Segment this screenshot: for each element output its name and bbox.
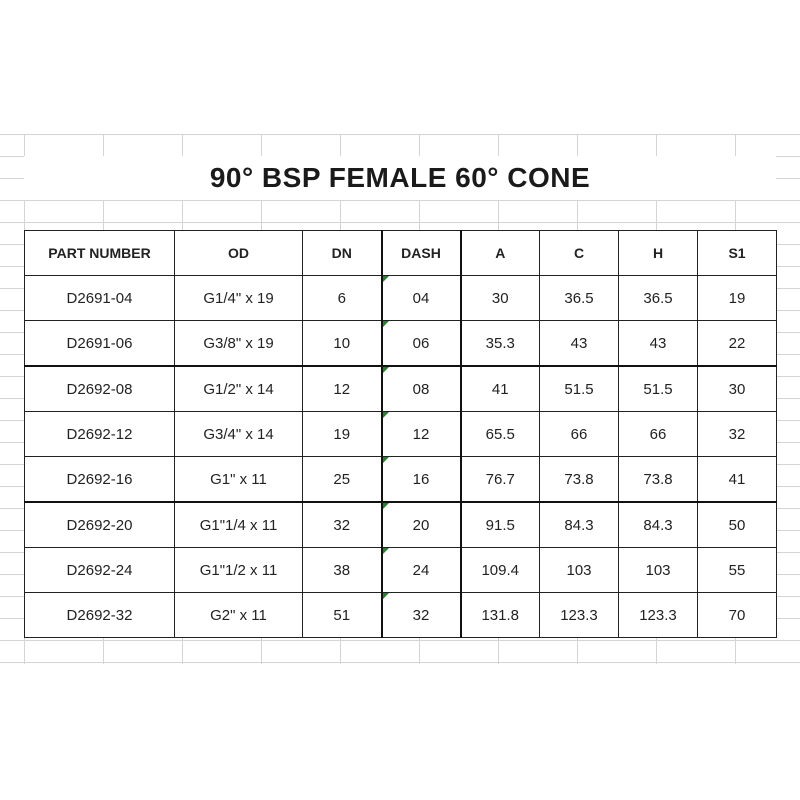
sheet-title: 90° BSP FEMALE 60° CONE — [24, 156, 776, 200]
cell-h[interactable]: 66 — [619, 412, 698, 457]
cell-dn[interactable]: 6 — [303, 276, 382, 321]
cell-c[interactable]: 73.8 — [540, 457, 619, 503]
cell-a[interactable]: 30 — [461, 276, 540, 321]
cell-dash[interactable]: 12 — [382, 412, 461, 457]
table-row — [25, 548, 777, 593]
table-row — [25, 366, 777, 412]
cell-a[interactable]: 109.4 — [461, 548, 540, 593]
cell-od[interactable]: G3/8" x 19 — [175, 321, 303, 367]
cell-c[interactable]: 84.3 — [540, 502, 619, 548]
header-od[interactable]: OD — [175, 231, 303, 276]
cell-c[interactable]: 51.5 — [540, 366, 619, 412]
cell-dash[interactable]: 04 — [382, 276, 461, 321]
table-row — [25, 321, 777, 367]
table-row — [25, 276, 777, 321]
cell-dn[interactable]: 12 — [303, 366, 382, 412]
cell-h[interactable]: 73.8 — [619, 457, 698, 503]
cell-s1[interactable]: 70 — [698, 593, 777, 638]
cell-a[interactable]: 76.7 — [461, 457, 540, 503]
cell-c[interactable]: 66 — [540, 412, 619, 457]
cell-a[interactable]: 91.5 — [461, 502, 540, 548]
cell-dash[interactable]: 16 — [382, 457, 461, 503]
header-s1[interactable]: S1 — [698, 231, 777, 276]
cell-h[interactable]: 51.5 — [619, 366, 698, 412]
cell-part-number[interactable]: D2692-20 — [25, 502, 175, 548]
cell-od[interactable]: G1/4" x 19 — [175, 276, 303, 321]
cell-part-number[interactable]: D2691-04 — [25, 276, 175, 321]
cell-dn[interactable]: 38 — [303, 548, 382, 593]
cell-part-number[interactable]: D2691-06 — [25, 321, 175, 367]
cell-c[interactable]: 123.3 — [540, 593, 619, 638]
table-row — [25, 457, 777, 503]
header-row — [25, 231, 777, 276]
cell-dn[interactable]: 10 — [303, 321, 382, 367]
header-dn[interactable]: DN — [303, 231, 382, 276]
cell-s1[interactable]: 41 — [698, 457, 777, 503]
cell-s1[interactable]: 50 — [698, 502, 777, 548]
table-row — [25, 593, 777, 638]
cell-dash[interactable]: 08 — [382, 366, 461, 412]
header-h[interactable]: H — [619, 231, 698, 276]
cell-part-number[interactable]: D2692-24 — [25, 548, 175, 593]
cell-h[interactable]: 103 — [619, 548, 698, 593]
cell-od[interactable]: G1" x 11 — [175, 457, 303, 503]
cell-s1[interactable]: 22 — [698, 321, 777, 367]
cell-a[interactable]: 65.5 — [461, 412, 540, 457]
header-dash[interactable]: DASH — [382, 231, 461, 276]
cell-dash[interactable]: 24 — [382, 548, 461, 593]
cell-h[interactable]: 36.5 — [619, 276, 698, 321]
cell-part-number[interactable]: D2692-12 — [25, 412, 175, 457]
cell-a[interactable]: 41 — [461, 366, 540, 412]
cell-od[interactable]: G1/2" x 14 — [175, 366, 303, 412]
cell-dash[interactable]: 06 — [382, 321, 461, 367]
cell-part-number[interactable]: D2692-32 — [25, 593, 175, 638]
cell-od[interactable]: G2" x 11 — [175, 593, 303, 638]
cell-part-number[interactable]: D2692-16 — [25, 457, 175, 503]
header-part-number[interactable]: PART NUMBER — [25, 231, 175, 276]
cell-dn[interactable]: 51 — [303, 593, 382, 638]
cell-dash[interactable]: 20 — [382, 502, 461, 548]
cell-s1[interactable]: 30 — [698, 366, 777, 412]
cell-s1[interactable]: 55 — [698, 548, 777, 593]
parts-table — [24, 230, 777, 638]
table-row — [25, 502, 777, 548]
header-a[interactable]: A — [461, 231, 540, 276]
cell-s1[interactable]: 32 — [698, 412, 777, 457]
cell-od[interactable]: G3/4" x 14 — [175, 412, 303, 457]
cell-h[interactable]: 43 — [619, 321, 698, 367]
cell-a[interactable]: 35.3 — [461, 321, 540, 367]
cell-s1[interactable]: 19 — [698, 276, 777, 321]
cell-h[interactable]: 84.3 — [619, 502, 698, 548]
header-c[interactable]: C — [540, 231, 619, 276]
cell-a[interactable]: 131.8 — [461, 593, 540, 638]
cell-c[interactable]: 36.5 — [540, 276, 619, 321]
cell-dash[interactable]: 32 — [382, 593, 461, 638]
cell-od[interactable]: G1"1/4 x 11 — [175, 502, 303, 548]
table-row — [25, 412, 777, 457]
cell-od[interactable]: G1"1/2 x 11 — [175, 548, 303, 593]
cell-h[interactable]: 123.3 — [619, 593, 698, 638]
cell-c[interactable]: 103 — [540, 548, 619, 593]
cell-c[interactable]: 43 — [540, 321, 619, 367]
cell-dn[interactable]: 32 — [303, 502, 382, 548]
cell-dn[interactable]: 25 — [303, 457, 382, 503]
cell-part-number[interactable]: D2692-08 — [25, 366, 175, 412]
cell-dn[interactable]: 19 — [303, 412, 382, 457]
